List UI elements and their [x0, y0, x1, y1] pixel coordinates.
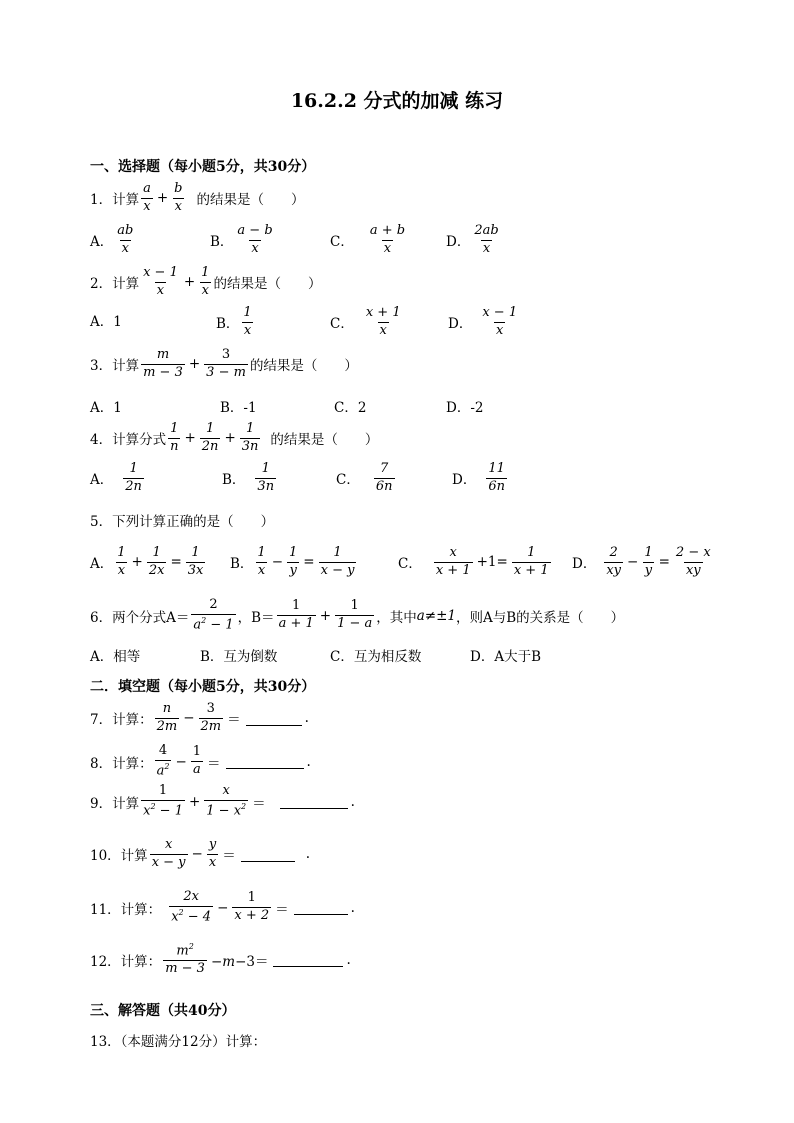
section-heading-choice: 一、选择题（每小题5分，共30分） [90, 159, 316, 175]
answer-blank[interactable] [246, 711, 302, 726]
answer-blank[interactable] [226, 754, 304, 769]
question-12: 12．计算： $\frac{m^2}{m - 3}$ −m−3＝ . [90, 942, 351, 977]
question-7: 7．计算： $\frac{n}{2m}$ − $\frac{3}{2m}$ ＝ . [90, 701, 309, 734]
question-9: 9．计算 $\frac{1}{x^2 - 1}$ + $\frac{x}{1 - x^2}$ ＝ . [90, 783, 355, 819]
answer-blank[interactable] [273, 952, 343, 967]
section-heading-fill: 二．填空题（每小题5分，共30分） [90, 679, 316, 695]
fraction: $\frac{a}{x}$ [143, 181, 151, 214]
answer-blank[interactable] [280, 794, 348, 809]
q6-option-a[interactable]: A．相等 [90, 649, 141, 665]
answer-blank[interactable] [241, 847, 295, 862]
q2-option-d[interactable]: D． $\frac{x - 1}{x}$ [448, 305, 518, 338]
question-1: 1．计算 $\frac{a}{x}$ + $\frac{b}{x}$ 的结果是（ ） [90, 181, 305, 214]
question-4: 4．计算分式 $\frac{1}{n}$ + $\frac{1}{2n}$ + $\frac{1}{3n}$ 的结果是（ ） [90, 421, 379, 454]
q2-option-a[interactable]: A．1 [90, 314, 122, 330]
q6-option-c[interactable]: C．互为相反数 [330, 649, 422, 665]
q1-option-a[interactable]: A． $\frac{ab}{x}$ [90, 223, 134, 256]
q2-option-b[interactable]: B． $\frac{1}{x}$ [216, 305, 252, 338]
q3-option-d[interactable]: D．-2 [446, 400, 484, 416]
q1-option-d[interactable]: D． $\frac{2ab}{x}$ [446, 223, 499, 256]
q5-option-b[interactable]: B． $\frac{1}{x}$ − $\frac{1}{y}$ = $\frac{1}{x - y}$ [230, 545, 355, 578]
q3-option-c[interactable]: C．2 [334, 400, 367, 416]
q2-option-c[interactable]: C． $\frac{x + 1}{x}$ [330, 305, 401, 338]
answer-blank[interactable] [294, 900, 348, 915]
question-1-prefix: 1．计算 [90, 192, 140, 209]
q4-option-a[interactable]: A． $\frac{1}{2n}$ [90, 461, 142, 494]
question-5: 5．下列计算正确的是（ ） [90, 514, 275, 530]
question-11: 11．计算： $\frac{2x}{x^2 - 4}$ − $\frac{1}{x + 2}$ ＝ . [90, 889, 355, 925]
q3-option-a[interactable]: A．1 [90, 400, 122, 416]
q6-option-b[interactable]: B．互为倒数 [200, 649, 278, 665]
q1-option-c[interactable]: C． $\frac{a + b}{x}$ [330, 223, 406, 256]
question-6: 6．两个分式A＝ $\frac{2}{a^2 - 1}$ ，B＝ $\frac{1}{a + 1}$ + $\frac{1}{1 - a}$ ，其中 a≠±1 ，则A与B的关系是（ ） [90, 597, 625, 633]
question-1-suffix: 的结果是（ ） [196, 192, 305, 209]
question-2: 2．计算 $\frac{x - 1}{x}$ + $\frac{1}{x}$ 的结果是（ ） [90, 265, 322, 298]
q3-option-b[interactable]: B．-1 [220, 400, 257, 416]
q5-option-d[interactable]: D． $\frac{2}{xy}$ − $\frac{1}{y}$ = $\frac{2 - x}{xy}$ [572, 545, 711, 578]
page-title: 16.2.2 分式的加减 练习 [290, 90, 504, 112]
question-8: 8．计算： $\frac{4}{a^2}$ − $\frac{1}{a}$ ＝ . [90, 743, 311, 779]
q5-option-a[interactable]: A． $\frac{1}{x}$ + $\frac{1}{2x}$ = $\frac{1}{3x}$ [90, 545, 204, 578]
q4-option-b[interactable]: B． $\frac{1}{3n}$ [222, 461, 275, 494]
q4-option-d[interactable]: D． $\frac{11}{6n}$ [452, 461, 505, 494]
section-heading-solve: 三、解答题（共40分） [90, 1003, 236, 1019]
q5-option-c[interactable]: C． $\frac{x}{x + 1}$ +1= $\frac{1}{x + 1}$ [398, 545, 549, 578]
q1-option-b[interactable]: B． $\frac{a - b}{x}$ [210, 223, 273, 256]
question-13: 13．（本题满分12分）计算： [90, 1034, 267, 1050]
question-10: 10．计算 $\frac{x}{x - y}$ − $\frac{y}{x}$ ＝ . [90, 837, 310, 870]
fraction: $\frac{b}{x}$ [174, 181, 183, 214]
q4-option-c[interactable]: C． $\frac{7}{6n}$ [336, 461, 393, 494]
q6-option-d[interactable]: D．A大于B [470, 649, 541, 665]
question-3: 3．计算 $\frac{m}{m - 3}$ + $\frac{3}{3 - m}$ 的结果是（ ） [90, 347, 358, 380]
